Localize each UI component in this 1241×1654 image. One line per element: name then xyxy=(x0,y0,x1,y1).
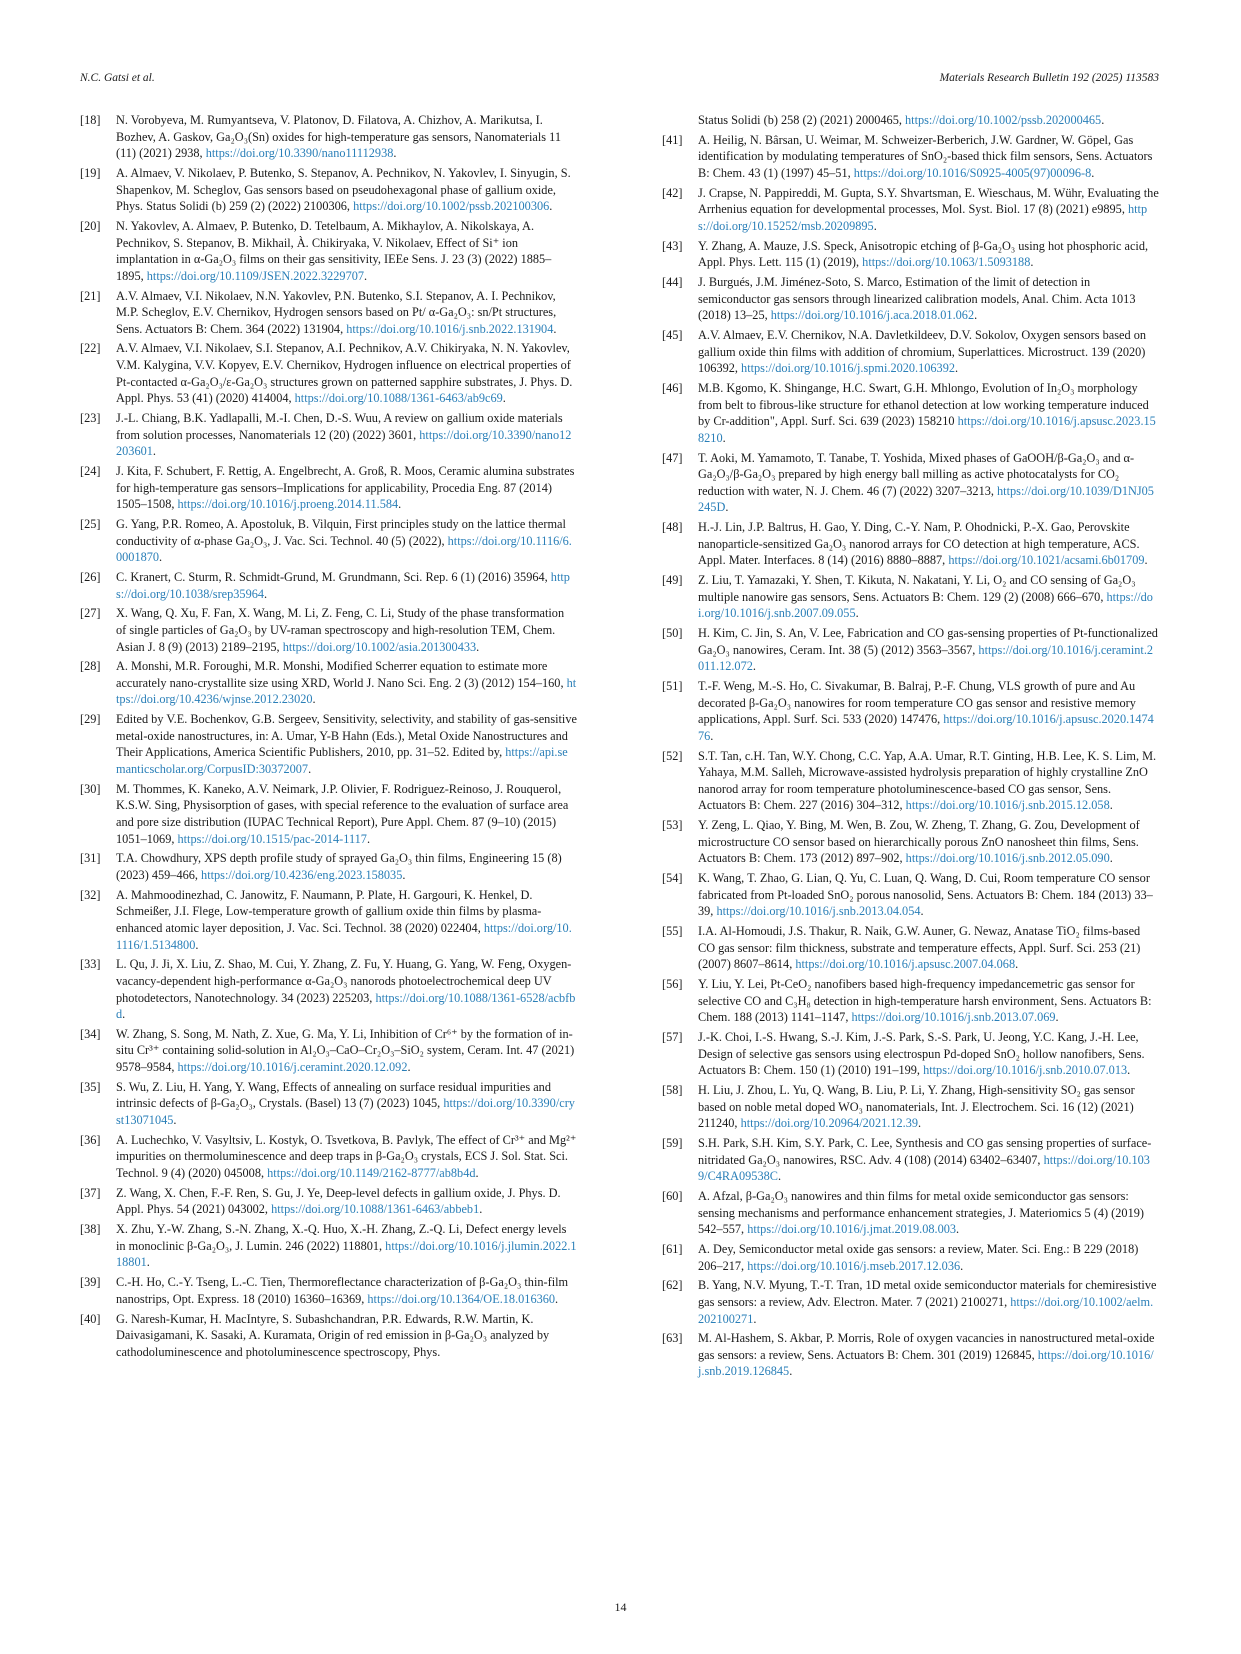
reference-number: [20] xyxy=(80,218,101,233)
reference-doi-link[interactable]: https://doi.org/10.1039/C4RA09538C xyxy=(698,1152,1150,1184)
reference-doi-link[interactable]: https://doi.org/10.4236/eng.2023.158035 xyxy=(201,867,403,882)
references-right-column xyxy=(662,112,1159,1383)
reference-entry xyxy=(662,112,1159,129)
reference-tail: . xyxy=(195,937,199,952)
reference-doi-link[interactable]: https://doi.org/10.1021/acsami.6b01709 xyxy=(948,553,1145,568)
reference-doi-link[interactable]: https://doi.org/10.1088/1361-6528/acbfbd xyxy=(116,990,576,1022)
reference-tail: . xyxy=(402,867,406,882)
reference-text: T. Aoki, M. Yamamoto, T. Tanabe, T. Yoshida, Mixed phases of GaOOH/β-Ga₂O₃ and α-Ga₂O₃/β-Ga₂O₃ prepared by high energy ball milling as active photocatalysts for CO₂ reduction with water, N. J. Chem. 46 (7) (2022) 3207–3213, xyxy=(698,450,1135,498)
reference-entry xyxy=(80,658,577,708)
reference-entry xyxy=(80,410,577,460)
reference-doi-link[interactable]: https://doi.org/10.1016/j.spmi.2020.106392 xyxy=(741,361,956,376)
reference-text: Y. Zhang, A. Mauze, J.S. Speck, Anisotropic etching of β-Ga₂O₃ using hot phosphoric acid, Appl. Phys. Lett. 115 (1) (2019), xyxy=(698,238,1149,270)
reference-doi-link[interactable]: https://doi.org/10.1364/OE.18.016360 xyxy=(367,1291,556,1306)
reference-tail: . xyxy=(475,1166,479,1180)
reference-doi-link[interactable]: https://doi.org/10.3390/nano11112938 xyxy=(205,146,394,161)
reference-doi-link[interactable]: https://doi.org/10.1016/j.jmat.2019.08.003 xyxy=(747,1222,957,1237)
reference-text: T.-F. Weng, M.-S. Ho, C. Sivakumar, B. Balraj, P.-F. Chung, VLS growth of pure and Au decorated β-Ga₂O₃ nanowires for room temperature CO gas sensor and resistive memory applications, Appl. Surf. Sci. 533 (2020) 147476, xyxy=(698,679,1136,727)
reference-entry xyxy=(662,678,1159,744)
reference-number: [55] xyxy=(662,924,683,939)
reference-doi-link[interactable]: https://doi.org/10.1002/pssb.202000465 xyxy=(905,113,1102,127)
reference-doi-link[interactable]: https://doi.org/10.1016/j.ceramint.2020.12.092 xyxy=(177,1060,408,1075)
reference-tail: . xyxy=(752,659,756,674)
reference-text: A.V. Almaev, V.I. Nikolaev, N.N. Yakovlev, P.N. Butenko, S.I. Stepanov, A. I. Pechnikov, M.P. Scheglov, E.V. Chernikov, Hydrogen sensors based on Pt/ α-Ga₂O₃: sn/Pt structures, Sens. Actuators B: Chem. 364 (2022) 131904, xyxy=(116,288,557,336)
reference-entry xyxy=(80,340,577,406)
reference-text: S.H. Park, S.H. Kim, S.Y. Park, C. Lee, Synthesis and CO gas sensing properties of surface-nitridated Ga₂O₃ nanowires, RSC. Adv. 4 (108) (2014) 63402–63407, xyxy=(698,1136,1152,1167)
reference-text: N. Yakovlev, A. Almaev, P. Butenko, D. Tetelbaum, A. Mikhaylov, A. Nikolskaya, A. Pechnikov, S. Stepanov, B. Mikhail, À. Chikiryaka, V. Nikolaev, Effect of Si⁺ ion implantation in α-Ga₂O₃ films on their gas sensitivity, IEEe Sens. J. 23 (3) (2022) 1885–1895, xyxy=(116,218,552,283)
reference-text: J.-L. Chiang, B.K. Yadlapalli, M.-I. Chen, D.-S. Wuu, A review on gallium oxide materials from solution processes, Nanomaterials 12 (20) (2022) 3601, xyxy=(116,411,563,442)
reference-doi-link[interactable]: https://doi.org/10.1116/6.0001870 xyxy=(116,533,572,565)
reference-tail: . xyxy=(789,1364,793,1379)
reference-number: [58] xyxy=(662,1083,683,1098)
reference-text: J. Kita, F. Schubert, F. Rettig, A. Engelbrecht, A. Groß, R. Moos, Ceramic alumina substrates for high-temperature gas sensors–Implications for applicability, Procedia Eng. 87 (2014) 1505–1508, xyxy=(116,464,575,512)
reference-doi-link[interactable]: https://doi.org/10.1016/j.apsusc.2007.04.068 xyxy=(795,957,1016,972)
reference-entry xyxy=(662,185,1159,235)
reference-text: A. Luchechko, V. Vasyltsiv, L. Kostyk, O. Tsvetkova, B. Pavlyk, The effect of Cr³⁺ and Mg²⁺ impurities on thermoluminescence and deep traps in β-Ga₂O₃ crystals, ECS J. Sol. Stat. Sci. Technol. 9 (4) (2020) 045008, xyxy=(116,1132,577,1180)
reference-tail: . xyxy=(398,497,402,512)
reference-entry xyxy=(80,1221,577,1271)
reference-number: [26] xyxy=(80,569,101,584)
reference-tail: . xyxy=(725,500,729,515)
reference-entry xyxy=(80,1026,577,1076)
reference-entry xyxy=(662,1082,1159,1132)
reference-text: Y. Liu, Y. Lei, Pt-CeO₂ nanofibers based high-frequency impedancemetric gas sensor for selective CO and C₃H₈ detection in high-temperature harsh environment, Sens. Actuators B: Chem. 188 (2013) 1141–1147, xyxy=(698,977,1152,1025)
reference-entry xyxy=(80,1185,577,1218)
reference-doi-link[interactable]: https://doi.org/10.1016/j.snb.2013.07.069 xyxy=(851,1010,1056,1025)
reference-entry xyxy=(662,572,1159,622)
reference-text: Z. Liu, T. Yamazaki, Y. Shen, T. Kikuta, N. Nakatani, Y. Li, O₂ and CO sensing of Ga₂O₃ multiple nanowire gas sensors, Sens. Actuators B: Chem. 129 (2) (2008) 666–670, xyxy=(698,573,1136,604)
reference-entry xyxy=(80,288,577,338)
reference-number: [37] xyxy=(80,1185,101,1200)
reference-tail: . xyxy=(873,218,877,233)
reference-text: J. Burgués, J.M. Jiménez-Soto, S. Marco, Estimation of the limit of detection in semiconductor gas sensors through linearized calibration models, Anal. Chim. Acta 1013 (2018) 13–25, xyxy=(698,275,1136,323)
reference-entry xyxy=(662,1029,1159,1079)
header-journal: Materials Research Bulletin 192 (2025) 113583 xyxy=(939,72,1159,84)
reference-entry xyxy=(80,516,577,566)
reference-text: M. Al-Hashem, S. Akbar, P. Morris, Role of oxygen vacancies in nanostructured metal-oxide gas sensors: a review, Sens. Actuators B: Chem. 301 (2019) 126845, xyxy=(698,1331,1155,1362)
reference-text: W. Zhang, S. Song, M. Nath, Z. Xue, G. Ma, Y. Li, Inhibition of Cr⁶⁺ by the formation of in-situ Cr³⁺ containing solid-solution in Al₂O₃–CaO–Cr₂O₃–SiO₂ system, Ceram. Int. 47 (2021) 9578–9584, xyxy=(116,1026,575,1075)
reference-entry xyxy=(80,1079,577,1129)
running-header xyxy=(80,72,1159,90)
reference-entry xyxy=(662,238,1159,271)
reference-entry xyxy=(80,218,577,284)
reference-number: [49] xyxy=(662,573,683,588)
reference-doi-link[interactable]: https://doi.org/10.1002/pssb.202100306 xyxy=(353,199,550,214)
reference-text: K. Wang, T. Zhao, G. Lian, Q. Yu, C. Luan, Q. Wang, D. Cui, Room temperature CO sensor fabricated from Pt-loaded SnO₂ porous nanosolid, Sens. Actuators B: Chem. 184 (2013) 33–39, xyxy=(698,871,1153,919)
reference-text: A. Afzal, β-Ga₂O₃ nanowires and thin films for metal oxide semiconductor gas sensors: sensing mechanisms and performance enhancement strategies, J. Materiomics 5 (4) (2019) 542–557, xyxy=(698,1188,1144,1237)
reference-tail: . xyxy=(555,1291,559,1306)
reference-number: [23] xyxy=(80,411,101,426)
reference-tail: . xyxy=(777,1169,782,1184)
reference-text: A.V. Almaev, V.I. Nikolaev, S.I. Stepanov, A.I. Pechnikov, A.V. Chikiryaka, N. N. Yakovlev, V.M. Kalygina, V.V. Kopyev, E.V. Chernikov, Hydrogen influence on electrical properties of Pt-contacted α-Ga₂O₃/ε-Ga₂O₃ structures grown on patterned sapphire substrates, J. Phys. D. Appl. Phys. 53 (41) (2020) 414004, xyxy=(116,341,573,406)
reference-doi-link[interactable]: https://doi.org/10.1002/asia.201300433 xyxy=(282,639,477,654)
reference-number: [51] xyxy=(662,679,683,694)
reference-entry xyxy=(662,274,1159,324)
reference-entry xyxy=(80,1274,577,1307)
reference-entry xyxy=(662,1135,1159,1185)
reference-text: H. Kim, C. Jin, S. An, V. Lee, Fabrication and CO gas-sensing properties of Pt-functionalized Ga₂O₃ nanowires, Ceram. Int. 38 (5) (2012) 3563–3567, xyxy=(698,626,1158,657)
reference-number: [50] xyxy=(662,626,683,641)
reference-tail: . xyxy=(393,146,397,161)
reference-number: [46] xyxy=(662,381,683,396)
header-authors: N.C. Gatsi et al. xyxy=(80,72,155,84)
reference-text: S.T. Tan, c.H. Tan, W.Y. Chong, C.C. Yap, A.A. Umar, R.T. Ginting, H.B. Lee, K. S. Lim, M. Yahaya, M.M. Salleh, Microwave-assisted hydrolysis preparation of highly crystalline ZnO nanorod array for room temperature photoluminescence-based CO gas sensor, Sens. Actuators B: Chem. 227 (2016) 304–312, xyxy=(698,748,1157,813)
reference-doi-link[interactable]: https://doi.org/10.1109/JSEN.2022.3229707 xyxy=(146,268,365,283)
reference-tail: . xyxy=(549,199,553,214)
reference-tail: . xyxy=(956,1222,960,1237)
reference-tail: . xyxy=(974,308,978,323)
reference-doi-link[interactable]: https://doi.org/10.1016/j.mseb.2017.12.036 xyxy=(747,1258,961,1273)
reference-number: [61] xyxy=(662,1241,683,1256)
reference-entry xyxy=(662,817,1159,867)
reference-text: C. Kranert, C. Sturm, R. Schmidt-Grund, M. Grundmann, Sci. Rep. 6 (1) (2016) 35964, xyxy=(116,569,551,584)
reference-doi-link[interactable]: https://doi.org/10.15252/msb.20209895 xyxy=(698,202,1148,233)
reference-entry xyxy=(80,781,577,847)
reference-doi-link[interactable]: https://doi.org/10.1016/j.snb.2015.12.058 xyxy=(905,798,1110,813)
reference-tail: . xyxy=(152,444,156,459)
reference-number: [43] xyxy=(662,238,683,253)
reference-text: J.-K. Choi, I.-S. Hwang, S.-J. Kim, J.-S. Park, S.-S. Park, U. Jeong, Y.C. Kang, J.-H. Lee, Design of selective gas sensors using electrospun Pd-doped SnO₂ hollow nanofibers, Sens. Actuators B: Chem. 150 (1) (2010) 191–199, xyxy=(698,1030,1145,1078)
reference-text: M.B. Kgomo, K. Shingange, H.C. Swart, G.H. Mhlongo, Evolution of In₂O₃ morphology from belt to fibrous-like structure for ethanol detection at low working temperature induced by Cr-addition", Appl. Surf. Sci. 639 (2023) 158210 xyxy=(698,381,1149,429)
reference-entry xyxy=(662,1330,1159,1380)
reference-number: [41] xyxy=(662,132,683,147)
reference-text: A. Dey, Semiconductor metal oxide gas sensors: a review, Mater. Sci. Eng.: B 229 (2018) 206–217, xyxy=(698,1241,1139,1273)
reference-doi-link[interactable]: https://doi.org/10.1016/S0925-4005(97)00096-8 xyxy=(853,165,1092,180)
reference-tail: . xyxy=(476,639,480,654)
reference-text: A. Mahmoodinezhad, C. Janowitz, F. Naumann, P. Plate, H. Gargouri, K. Henkel, D. Schmeißer, J.I. Flege, Low-temperature growth of gallium oxide thin films by plasma-enhanced atomic layer deposition, J. Vac. Sci. Technol. 38 (2020) 022404, xyxy=(116,887,542,935)
reference-tail: . xyxy=(960,1258,964,1273)
reference-text: M. Thommes, K. Kaneko, A.V. Neimark, J.P. Olivier, F. Rodriguez-Reinoso, J. Rouquerol, K.S.W. Sing, Physisorption of gases, with special reference to the evaluation of surface area and pore size distribution (IUPAC Technical Report), Pure Appl. Chem. 87 (9–10) (2015) 1051–1069, xyxy=(116,781,569,846)
reference-number: [47] xyxy=(662,450,683,465)
reference-doi-link[interactable]: https://doi.org/10.1016/j.snb.2010.07.013 xyxy=(923,1063,1128,1078)
reference-text: Status Solidi (b) 258 (2) (2021) 2000465, xyxy=(698,113,905,127)
reference-tail: . xyxy=(1030,255,1034,270)
page-number: 14 xyxy=(614,1600,627,1614)
reference-entry xyxy=(80,463,577,513)
reference-text: N. Vorobyeva, M. Rumyantseva, V. Platonov, D. Filatova, A. Chizhov, A. Marikutsa, I. Bozhev, A. Gaskov, Ga₂O₃(Sn) oxides for high-temperature gas sensors, Nanomaterials 11 (11) (2021) 2938, xyxy=(116,113,562,161)
reference-text: A. Monshi, M.R. Foroughi, M.R. Monshi, Modified Scherrer equation to estimate more accurately nano-crystallite size using XRD, World J. Nano Sci. Eng. 2 (3) (2012) 154–160, xyxy=(116,659,567,690)
reference-doi-link[interactable]: https://doi.org/10.1002/aelm.202100271 xyxy=(698,1294,1154,1326)
reference-number: [25] xyxy=(80,516,101,531)
reference-number: [27] xyxy=(80,606,101,621)
reference-entry xyxy=(80,165,577,215)
reference-number: [21] xyxy=(80,288,101,303)
reference-text: A. Heilig, N. Bârsan, U. Weimar, M. Schweizer-Berberich, J.W. Gardner, W. Göpel, Gas identification by modulating temperatures of SnO₂-based thick film sensors, Sens. Actuators B: Chem. 43 (1) (1997) 45–51, xyxy=(698,132,1153,180)
reference-text: Y. Zeng, L. Qiao, Y. Bing, M. Wen, B. Zou, W. Zheng, T. Zhang, G. Zou, Development of microstructure CO sensor based on hierarchically porous ZnO nanosheet thin films, Sens. Actuators B: Chem. 173 (2012) 897–902, xyxy=(698,818,1140,866)
reference-tail: . xyxy=(364,268,368,283)
reference-tail: . xyxy=(502,391,506,406)
reference-doi-link[interactable]: https://doi.org/10.1088/1361-6463/ab9c69 xyxy=(294,391,503,406)
reference-doi-link[interactable]: https://doi.org/10.1088/1361-6463/abbeb1 xyxy=(271,1202,480,1217)
reference-doi-link[interactable]: https://doi.org/10.1016/j.snb.2007.09.055 xyxy=(698,589,1153,621)
reference-number: [45] xyxy=(662,328,683,343)
reference-doi-link[interactable]: https://doi.org/10.1515/pac-2014-1117 xyxy=(177,831,367,846)
reference-entry xyxy=(662,1277,1159,1327)
references-left-column xyxy=(80,112,577,1363)
reference-doi-link[interactable]: https://doi.org/10.1038/srep35964 xyxy=(116,569,570,601)
reference-doi-link[interactable]: https://doi.org/10.1016/j.snb.2013.04.054 xyxy=(716,904,921,919)
reference-doi-link[interactable]: https://doi.org/10.1016/j.aca.2018.01.062 xyxy=(770,308,975,323)
reference-doi-link[interactable]: https://api.semanticscholar.org/CorpusID:30372007 xyxy=(116,745,568,777)
reference-doi-link[interactable]: https://doi.org/10.1016/j.apsusc.2020.147476 xyxy=(698,712,1154,743)
reference-entry xyxy=(80,711,577,777)
reference-entry xyxy=(80,956,577,1022)
reference-entry xyxy=(80,1311,577,1361)
reference-entry xyxy=(662,519,1159,569)
reference-number: [60] xyxy=(662,1188,683,1203)
reference-text: A. Almaev, V. Nikolaev, P. Butenko, S. Stepanov, A. Pechnikov, N. Yakovlev, I. Sinyugin, S. Shapenkov, M. Scheglov, Gas sensors based on pseudohexagonal phase of gallium oxide, Phys. Status Solidi (b) 259 (2) (2022) 2100306, xyxy=(116,165,571,214)
reference-entry xyxy=(662,327,1159,377)
reference-text: B. Yang, N.V. Myung, T.-T. Tran, 1D metal oxide semiconductor materials for chemiresistive gas sensors: a review, Adv. Electron. Mater. 7 (2021) 2100271, xyxy=(698,1278,1157,1309)
reference-text: I.A. Al-Homoudi, J.S. Thakur, R. Naik, G.W. Auner, G. Newaz, Anatase TiO₂ films-based CO gas sensor: film thickness, substrate and temperature effects, Appl. Surf. Sci. 253 (21) (2007) 8607–8614, xyxy=(698,924,1141,972)
reference-number: [42] xyxy=(662,185,683,200)
reference-doi-link[interactable]: https://doi.org/10.1016/j.snb.2022.131904 xyxy=(346,321,554,336)
reference-tail: . xyxy=(1109,798,1113,813)
reference-entry xyxy=(80,850,577,883)
reference-tail: . xyxy=(312,692,316,707)
reference-number: [30] xyxy=(80,781,101,796)
reference-text: H.-J. Lin, J.P. Baltrus, H. Gao, Y. Ding, C.-Y. Nam, P. Ohodnicki, P.-X. Gao, Perovskite nanoparticle-sensitized Ga₂O₃ nanorod arrays for CO detection at high temperature, ACS. Appl. Mater. Interfaces. 8 (14) (2016) 8880–8887, xyxy=(698,520,1140,568)
reference-number: [52] xyxy=(662,748,683,763)
reference-number: [28] xyxy=(80,659,101,674)
reference-doi-link[interactable]: https://doi.org/10.1063/1.5093188 xyxy=(862,255,1031,270)
reference-tail: . xyxy=(146,1255,150,1270)
reference-doi-link[interactable]: https://doi.org/10.1016/j.apsusc.2023.158210 xyxy=(698,414,1156,445)
reference-tail: . xyxy=(955,361,959,376)
reference-tail: . xyxy=(710,728,714,743)
reference-tail: . xyxy=(122,1007,126,1022)
reference-number: [59] xyxy=(662,1136,683,1150)
reference-number: [35] xyxy=(80,1079,101,1094)
reference-entry xyxy=(80,1132,577,1182)
reference-tail: . xyxy=(1144,553,1148,568)
reference-doi-link[interactable]: https://doi.org/10.1016/j.ceramint.2011.12.072 xyxy=(698,642,1154,674)
reference-entry xyxy=(80,887,577,953)
reference-number: [22] xyxy=(80,341,101,356)
reference-doi-link[interactable]: https://doi.org/10.1149/2162-8777/ab8b4d xyxy=(267,1166,476,1180)
reference-text: G. Yang, P.R. Romeo, A. Apostoluk, B. Vilquin, First principles study on the lattice thermal conductivity of α-phase Ga₂O₃, J. Vac. Sci. Technol. 40 (5) (2022), xyxy=(116,516,566,548)
reference-tail: . xyxy=(1091,165,1095,180)
reference-text: L. Qu, J. Ji, X. Liu, Z. Shao, M. Cui, Y. Zhang, Z. Fu, Y. Huang, G. Yang, W. Feng, Oxygen-vacancy-dependent high-performance α-Ga₂O₃ nanorods photoelectrochemical deep UV photodetectors, Nanotechnology. 34 (2023) 225203, xyxy=(116,957,572,1005)
reference-tail: . xyxy=(918,1116,922,1131)
reference-number: [36] xyxy=(80,1132,101,1147)
reference-entry xyxy=(662,748,1159,814)
reference-entry xyxy=(662,450,1159,516)
reference-number: [62] xyxy=(662,1278,683,1293)
reference-entry xyxy=(662,380,1159,446)
reference-text: A.V. Almaev, E.V. Chernikov, N.A. Davletkildeev, D.V. Sokolov, Oxygen sensors based on gallium oxide thin films with addition of chromium, Superlattices. Microstruct. 139 (2020) 106392, xyxy=(698,328,1146,376)
reference-number: [34] xyxy=(80,1026,101,1041)
reference-tail: . xyxy=(1055,1010,1059,1025)
reference-number: [24] xyxy=(80,464,101,478)
reference-number: [44] xyxy=(662,275,683,290)
reference-number: [56] xyxy=(662,977,683,992)
reference-number: [63] xyxy=(662,1331,683,1346)
reference-tail: . xyxy=(1127,1063,1131,1078)
reference-doi-link[interactable]: https://doi.org/10.1016/j.jlumin.2022.118801 xyxy=(116,1238,577,1270)
reference-text: Z. Wang, X. Chen, F.-F. Ren, S. Gu, J. Ye, Deep-level defects in gallium oxide, J. Phys. D. Appl. Phys. 54 (2021) 043002, xyxy=(116,1185,561,1217)
reference-text: T.A. Chowdhury, XPS depth profile study of sprayed Ga₂O₃ thin films, Engineering 15 (8) (2023) 459–466, xyxy=(116,851,562,882)
reference-entry xyxy=(662,976,1159,1026)
reference-text: S. Wu, Z. Liu, H. Yang, Y. Wang, Effects of annealing on surface residual impurities and intrinsic defects of β-Ga₂O₃, Crystals. (Basel) 13 (7) (2023) 1045, xyxy=(116,1079,551,1111)
reference-tail: . xyxy=(264,586,268,601)
reference-tail: . xyxy=(407,1060,411,1075)
reference-entry xyxy=(662,1188,1159,1238)
reference-tail: . xyxy=(920,904,924,919)
reference-doi-link[interactable]: https://doi.org/10.1116/1.5134800 xyxy=(116,920,572,952)
reference-doi-link[interactable]: https://doi.org/10.1016/j.snb.2019.126845 xyxy=(698,1347,1154,1379)
reference-entry xyxy=(662,870,1159,920)
reference-number: [33] xyxy=(80,957,101,972)
reference-tail: . xyxy=(1109,851,1113,866)
reference-text: H. Liu, J. Zhou, L. Yu, Q. Wang, B. Liu, P. Li, Y. Zhang, High-sensitivity SO₂ gas sensor based on noble metal doped WO₃ nanomaterials, Int. J. Electrochem. Sci. 16 (12) (2021) 211240, xyxy=(698,1083,1135,1131)
reference-text: X. Wang, Q. Xu, F. Fan, X. Wang, M. Li, Z. Feng, C. Li, Study of the phase transformation of single particles of Ga₂O₃ by UV-raman spectroscopy and high-resolution TEM, Chem. Asian J. 8 (9) (2013) 2189–2195, xyxy=(116,606,565,654)
reference-entry xyxy=(80,605,577,655)
reference-doi-link[interactable]: https://doi.org/10.1016/j.snb.2012.05.090 xyxy=(905,851,1110,866)
reference-doi-link[interactable]: https://doi.org/10.1016/j.proeng.2014.11.584 xyxy=(177,497,399,512)
reference-tail: . xyxy=(1015,957,1019,972)
reference-number: [19] xyxy=(80,165,101,180)
reference-text: J. Crapse, N. Pappireddi, M. Gupta, S.Y. Shvartsman, E. Wieschaus, M. Wühr, Evaluating the Arrhenius equation for developmental processes, Mol. Syst. Biol. 17 (8) (2021) e9895, xyxy=(698,185,1159,217)
reference-tail: . xyxy=(855,606,859,621)
reference-tail: . xyxy=(753,1311,757,1326)
reference-text: X. Zhu, Y.-W. Zhang, S.-N. Zhang, X.-Q. Huo, X.-H. Zhang, Z.-Q. Li, Defect energy levels in monoclinic β-Ga₂O₃, J. Lumin. 246 (2022) 118801, xyxy=(116,1222,567,1253)
reference-text: G. Naresh-Kumar, H. MacIntyre, S. Subashchandran, P.R. Edwards, R.W. Martin, K. Daivasigamani, K. Sasaki, A. Kuramata, Origin of red emission in β-Ga₂O₃ analyzed by cathodoluminescence and photoluminescence spectroscopy, Phys. xyxy=(116,1311,550,1359)
reference-number: [29] xyxy=(80,712,101,727)
reference-doi-link[interactable]: https://doi.org/10.1039/D1NJ05245D xyxy=(698,483,1154,515)
reference-entry xyxy=(80,112,577,162)
reference-number: [32] xyxy=(80,887,101,902)
reference-tail: . xyxy=(366,831,371,846)
reference-tail: . xyxy=(1101,113,1105,127)
reference-number: [53] xyxy=(662,818,683,833)
reference-number: [38] xyxy=(80,1222,101,1237)
reference-text: Edited by V.E. Bochenkov, G.B. Sergeev, Sensitivity, selectivity, and stability of gas-sensitive metal-oxide nanostructures, in: A. Umar, Y-B Hahn (Eds.), Metal Oxide Nanostructures and Their Applications, America Scientific Publishers, 2010, pp. 31–52. Edited by, xyxy=(116,712,577,760)
reference-number: [54] xyxy=(662,871,683,886)
reference-entry xyxy=(662,625,1159,675)
reference-doi-link[interactable]: https://doi.org/10.3390/cryst13071045 xyxy=(116,1096,575,1128)
reference-entry xyxy=(662,1241,1159,1274)
reference-tail: . xyxy=(479,1202,483,1217)
reference-number: [48] xyxy=(662,520,683,535)
reference-number: [57] xyxy=(662,1030,683,1045)
reference-number: [31] xyxy=(80,851,101,866)
reference-number: [40] xyxy=(80,1311,101,1326)
reference-number: [18] xyxy=(80,113,101,127)
reference-tail: . xyxy=(308,762,312,777)
reference-doi-link[interactable]: https://doi.org/10.20964/2021.12.39 xyxy=(740,1116,918,1131)
reference-number: [39] xyxy=(80,1275,101,1290)
reference-text: C.-H. Ho, C.-Y. Tseng, L.-C. Tien, Thermoreflectance characterization of β-Ga₂O₃ thin-film nanostrips, Opt. Express. 18 (2010) 16360–16369, xyxy=(116,1275,569,1306)
reference-entry xyxy=(80,569,577,602)
reference-tail: . xyxy=(722,430,726,445)
reference-doi-link[interactable]: https://doi.org/10.3390/nano12203601 xyxy=(116,427,572,459)
reference-doi-link[interactable]: https://doi.org/10.4236/wjnse.2012.23020 xyxy=(116,675,577,707)
reference-entry xyxy=(662,923,1159,973)
reference-tail: . xyxy=(553,321,557,336)
reference-entry xyxy=(662,132,1159,182)
reference-tail: . xyxy=(159,550,163,565)
reference-tail: . xyxy=(173,1113,177,1128)
